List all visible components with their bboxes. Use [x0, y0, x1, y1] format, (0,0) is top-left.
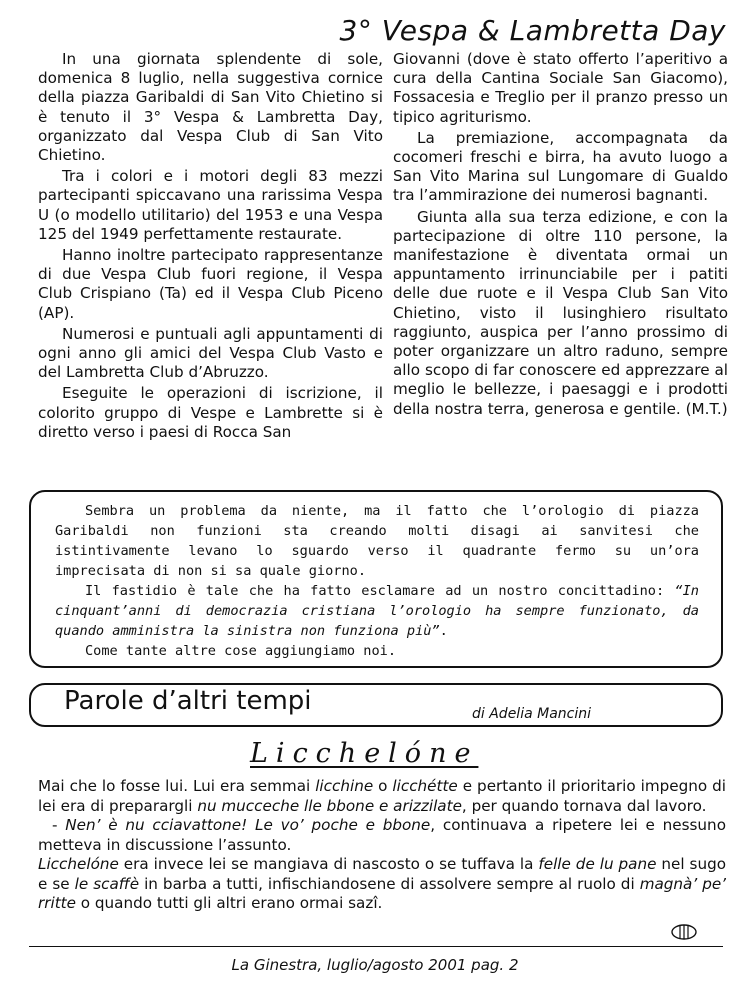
note-text: .	[439, 623, 448, 639]
dialect-term: licchine	[315, 777, 374, 795]
article-paragraph: Eseguite le operazioni di iscrizione, il colorito gruppo di Vespe e Lambrette si è diretto verso i paesi di Rocca San	[38, 384, 383, 441]
page-footer: La Ginestra, luglio/agosto 2001 pag. 2	[231, 956, 519, 974]
dialect-word-title: Licchelóne	[250, 738, 479, 769]
article-column-left	[38, 50, 383, 444]
note-paragraph: Sembra un problema da niente, ma il fatto che l’orologio di piazza Garibaldi non funzioni sta creando molti disagi ai sanvitesi che istintivamente levano lo sguardo verso il quadrante fermo su un’ora imprecisata di non si sa quale giorno.	[55, 503, 699, 579]
article-column-right	[393, 50, 728, 421]
dialect-term: Licchelóne	[38, 855, 119, 873]
article-paragraph: In una giornata splendente di sole, domenica 8 luglio, nella suggestiva cornice della piazza Garibaldi di San Vito Chietino si è tenuto il 3° Vespa & Lambretta Day, organizzato dal Vespa Club di San Vito Chietino.	[38, 50, 383, 165]
story-text-run: o	[373, 777, 393, 795]
note-paragraph	[55, 581, 699, 641]
clock-note-box	[29, 490, 723, 668]
article-paragraph: Numerosi e puntuali agli appuntamenti di ogni anno gli amici del Vespa Club Vasto e del Lambretta Club d’Abruzzo.	[38, 324, 383, 382]
article-paragraph: Tra i colori e i motori degli 83 mezzi partecipanti spiccavano una rarissima Vespa U (o modello utilitario) del 1953 e una Vespa 125 del 1949 perfettamente restaurate.	[38, 167, 383, 243]
dialect-term: licchétte	[392, 777, 458, 795]
story-text-run: era invece lei se mangiava di nascosto o se tuffava la	[118, 855, 539, 873]
story-text-run: , per quando tornava dal lavoro.	[461, 796, 707, 815]
article-title: 3° Vespa & Lambretta Day	[339, 14, 726, 47]
story-paragraph	[38, 777, 726, 816]
note-text: Il fastidio è tale che ha fatto esclamare ad un nostro concittadino:	[85, 583, 675, 599]
section-title: Parole d’altri tempi	[64, 686, 312, 716]
note-quote: “In cinquant’anni di democrazia cristiana l’orologio ha sempre funzionato, da quando amministra la sinistra non funziona più”	[55, 583, 699, 639]
story-text-run: nel sugo e se	[38, 855, 727, 893]
story-text-run: Mai che lo fosse lui. Lui era semmai	[38, 777, 316, 795]
story-paragraph	[38, 855, 726, 914]
story-text-run: in barba a tutti, infischiandosene di assolvere sempre al ruolo di	[139, 874, 640, 893]
story-text	[38, 777, 726, 914]
story-text-run: o quando tutti gli altri erano ormai sazî.	[75, 894, 383, 912]
article-paragraph: Giunta alla sua terza edizione, e con la partecipazione di oltre 110 persone, la manifestazione è diventata ormai un appuntamento irrinunciabile per i patiti delle due ruote e il Vespa Club San Vito Chietino, visto il lusinghiero risultato raggiunto, auspica per l’anno prossimo di poter organizzare un altro raduno, sempre allo scopo di far conoscere ed apprezzare al meglio le bellezze, i paesaggi e i prodotti della nostra terra, generosa e gentile. (M.T.)	[393, 207, 728, 418]
end-ornament-icon	[671, 924, 697, 940]
note-paragraph: Come tante altre cose aggiungiamo noi.	[85, 643, 396, 659]
story-text-run: -	[52, 816, 66, 834]
dialect-term: magnà’ pe’ rritte	[38, 874, 727, 912]
article-paragraph: Hanno inoltre partecipato rappresentanze di due Vespa Club fuori regione, il Vespa Club Crispiano (Ta) ed il Vespa Club Piceno (AP).	[38, 246, 383, 322]
dialect-term: Nen’ è nu cciavattone! Le vo’ poche e bbone	[65, 816, 431, 834]
dialect-term: felle de lu pane	[538, 855, 657, 873]
story-paragraph	[38, 816, 726, 855]
footer-divider	[29, 946, 723, 947]
section-author: di Adelia Mancini	[472, 706, 591, 722]
dialect-term: nu mucceche lle bbone e arizzilate	[197, 796, 462, 815]
story-text-run: e pertanto il prioritario impegno di lei era di preparargli	[38, 777, 727, 815]
article-paragraph: Giovanni (dove è stato offerto l’aperitivo a cura della Cantina Sociale San Giacomo), Fossacesia e Treglio per il pranzo presso un tipico agriturismo.	[393, 50, 728, 126]
dialect-term: le scaffè	[74, 874, 140, 893]
article-paragraph: La premiazione, accompagnata da cocomeri freschi e birra, ha avuto luogo a San Vito Marina sul Lungomare di Gualdo tra l’ammirazione dei numerosi bagnanti.	[393, 128, 728, 205]
story-text-run: , continuava a ripetere lei e nessuno metteva in discussione l’assunto.	[38, 816, 726, 854]
